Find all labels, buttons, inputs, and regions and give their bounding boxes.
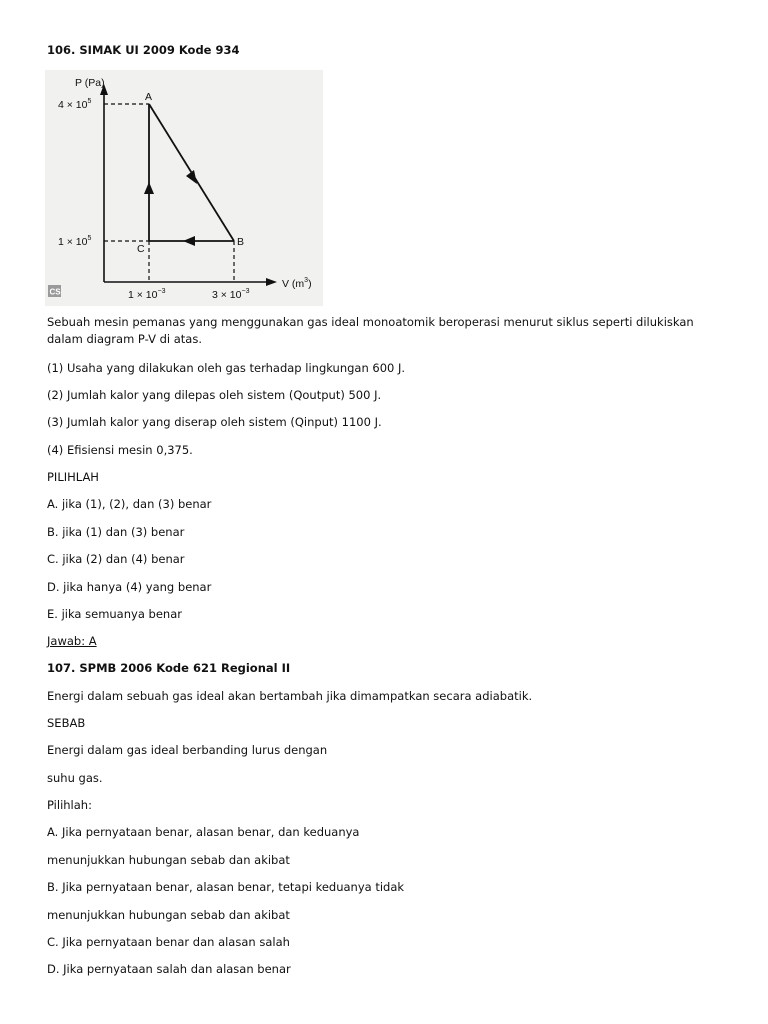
y-axis-label: P (Pa) [75, 77, 105, 89]
arrow-down-right-icon [186, 170, 197, 184]
statement-3: (3) Jumlah kalor yang diserap oleh sistem (Qinput) 1100 J. [47, 415, 382, 429]
question-107-reason-line1: Energi dalam gas ideal berbanding lurus dengan [47, 743, 328, 757]
point-c-label: C [137, 243, 145, 255]
q107-option-a-cont: menunjukkan hubungan sebab dan akibat [47, 853, 290, 867]
q106-option-e: E. jika semuanya benar [47, 607, 182, 621]
q106-option-a: A. jika (1), (2), dan (3) benar [47, 497, 212, 511]
question-107-reason-line2: suhu gas. [47, 771, 103, 785]
question-106-choose-label: PILIHLAH [47, 470, 99, 484]
question-107-because: SEBAB [47, 716, 86, 730]
y-tick-4e5: $4 \times 10^5$ [58, 98, 92, 111]
question-106-answer: Jawab: A [47, 634, 97, 648]
q106-option-b: B. jika (1) dan (3) benar [47, 525, 185, 539]
point-a-label: A [145, 91, 153, 103]
question-107-choose-label: Pilihlah: [47, 798, 92, 812]
v-axis-arrow [266, 278, 277, 286]
pv-diagram-svg [45, 70, 323, 306]
q107-option-d: D. Jika pernyataan salah dan alasan benar [47, 962, 291, 976]
x-tick-3e-3: $3 \times 10^{-3}$ [212, 288, 250, 301]
y-tick-1e5: $1 \times 10^5$ [58, 235, 92, 248]
point-b-label: B [237, 236, 245, 248]
scanner-logo-text: CS [49, 287, 61, 297]
q107-option-b-cont: menunjukkan hubungan sebab dan akibat [47, 908, 290, 922]
question-107-statement: Energi dalam sebuah gas ideal akan bertambah jika dimampatkan secara adiabatik. [47, 689, 533, 703]
question-106-description: Sebuah mesin pemanas yang menggunakan gas ideal monoatomik beroperasi menurut siklus seperti dilukiskan dalam diagram P-V di atas. [47, 315, 694, 346]
x-tick-1e-3: $1 \times 10^{-3}$ [128, 288, 166, 301]
pv-diagram [45, 70, 323, 306]
q106-option-d: D. jika hanya (4) yang benar [47, 580, 212, 594]
q107-option-b: B. Jika pernyataan benar, alasan benar, tetapi keduanya tidak [47, 880, 405, 894]
q107-option-a: A. Jika pernyataan benar, alasan benar, dan keduanya [47, 825, 360, 839]
question-106-heading: 106. SIMAK UI 2009 Kode 934 [47, 43, 240, 57]
question-107-heading: 107. SPMB 2006 Kode 621 Regional II [47, 661, 291, 675]
x-axis-label: V $(m^3)$ [282, 277, 312, 290]
q107-option-c: C. Jika pernyataan benar dan alasan salah [47, 935, 290, 949]
arrow-up-icon [144, 182, 154, 194]
arrow-left-icon [183, 236, 195, 246]
statement-4: (4) Efisiensi mesin 0,375. [47, 443, 193, 457]
statement-1: (1) Usaha yang dilakukan oleh gas terhadap lingkungan 600 J. [47, 361, 406, 375]
statement-2: (2) Jumlah kalor yang dilepas oleh sistem (Qoutput) 500 J. [47, 388, 382, 402]
q106-option-c: C. jika (2) dan (4) benar [47, 552, 185, 566]
